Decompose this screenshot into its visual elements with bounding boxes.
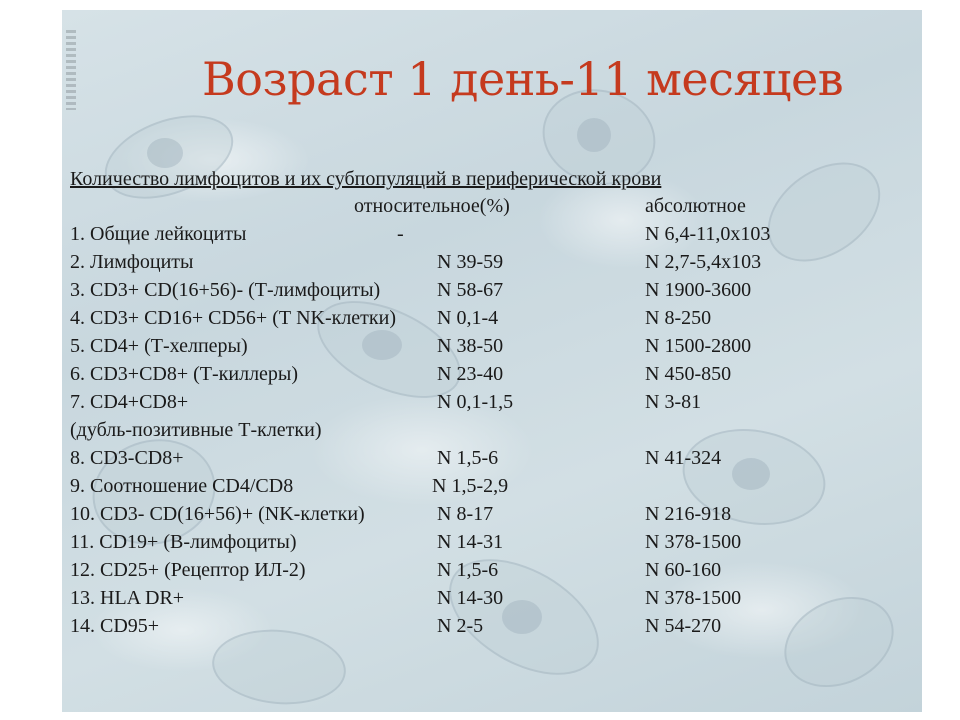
table-row (62, 503, 922, 531)
table-row (62, 307, 922, 335)
table-row (62, 391, 922, 419)
row-absolute-value: N 54-270 (645, 615, 722, 637)
cell-nucleus (147, 138, 183, 168)
table-row (62, 223, 922, 251)
row-relative-value: N 0,1-1,5 (437, 391, 514, 413)
row-label: 8. CD3-CD8+ (70, 447, 184, 469)
row-label: 3. CD3+ CD(16+56)- (Т-лимфоциты) (70, 279, 381, 301)
row-label: 4. CD3+ CD16+ CD56+ (Т NK-клетки) (70, 307, 397, 329)
row-label: 1. Общие лейкоциты (70, 223, 247, 245)
row-relative-value: N 1,5-2,9 (432, 475, 509, 497)
table-row (62, 531, 922, 559)
row-label: (дубль-позитивные Т-клетки) (70, 419, 322, 441)
row-relative-value: N 0,1-4 (437, 307, 499, 329)
row-label: 2. Лимфоциты (70, 251, 194, 273)
table-row (62, 335, 922, 363)
column-header-relative: относительное(%) (354, 195, 510, 217)
table-heading: Количество лимфоцитов и их субпопуляций в периферической крови (70, 168, 662, 190)
table-row (62, 279, 922, 307)
row-label: 11. CD19+ (В-лимфоциты) (70, 531, 297, 553)
row-relative-value: N 38-50 (437, 335, 504, 357)
row-label: 6. CD3+CD8+ (Т-киллеры) (70, 363, 299, 385)
table-row (62, 447, 922, 475)
row-absolute-value: N 2,7-5,4х103 (645, 251, 762, 273)
row-label: 7. CD4+CD8+ (70, 391, 189, 413)
row-absolute-value: N 450-850 (645, 363, 732, 385)
row-relative-value: N 8-17 (437, 503, 494, 525)
cell-nucleus (577, 118, 611, 152)
row-absolute-value: N 378-1500 (645, 587, 742, 609)
row-label: 12. CD25+ (Рецептор ИЛ-2) (70, 559, 306, 581)
row-absolute-value: N 41-324 (645, 447, 722, 469)
table-row (62, 559, 922, 587)
row-label: 13. HLA DR+ (70, 587, 185, 609)
row-absolute-value: N 6,4-11,0х103 (645, 223, 771, 245)
row-relative-value: N 23-40 (437, 363, 504, 385)
row-absolute-value: N 8-250 (645, 307, 712, 329)
row-relative-value: N 39-59 (437, 251, 504, 273)
slide-title: Возраст 1 день-11 месяцев (202, 52, 844, 106)
table-row (62, 615, 922, 643)
table-row (62, 363, 922, 391)
row-relative-value: N 14-30 (437, 587, 504, 609)
row-label: 10. CD3- CD(16+56)+ (NK-клетки) (70, 503, 365, 525)
slide (62, 10, 922, 712)
row-absolute-value: N 1900-3600 (645, 279, 752, 301)
column-header-absolute: абсолютное (645, 195, 746, 217)
table-row (62, 475, 922, 503)
row-absolute-value: N 378-1500 (645, 531, 742, 553)
row-relative-value: N 1,5-6 (437, 447, 499, 469)
row-relative-value: N 14-31 (437, 531, 504, 553)
table-row (62, 251, 922, 279)
row-relative-value: N 2-5 (437, 615, 484, 637)
row-relative-value: N 1,5-6 (437, 559, 499, 581)
row-relative-value: N 58-67 (437, 279, 504, 301)
row-absolute-value: N 216-918 (645, 503, 732, 525)
row-label: 9. Соотношение CD4/CD8 (70, 475, 294, 497)
row-absolute-value: N 1500-2800 (645, 335, 752, 357)
row-absolute-value: N 60-160 (645, 559, 722, 581)
row-absolute-value: N 3-81 (645, 391, 702, 413)
table-row (62, 587, 922, 615)
side-watermark (66, 30, 76, 110)
table-row (62, 419, 922, 447)
row-label: 5. CD4+ (Т-хелперы) (70, 335, 248, 357)
row-relative-value: - (397, 223, 404, 245)
row-label: 14. CD95+ (70, 615, 160, 637)
